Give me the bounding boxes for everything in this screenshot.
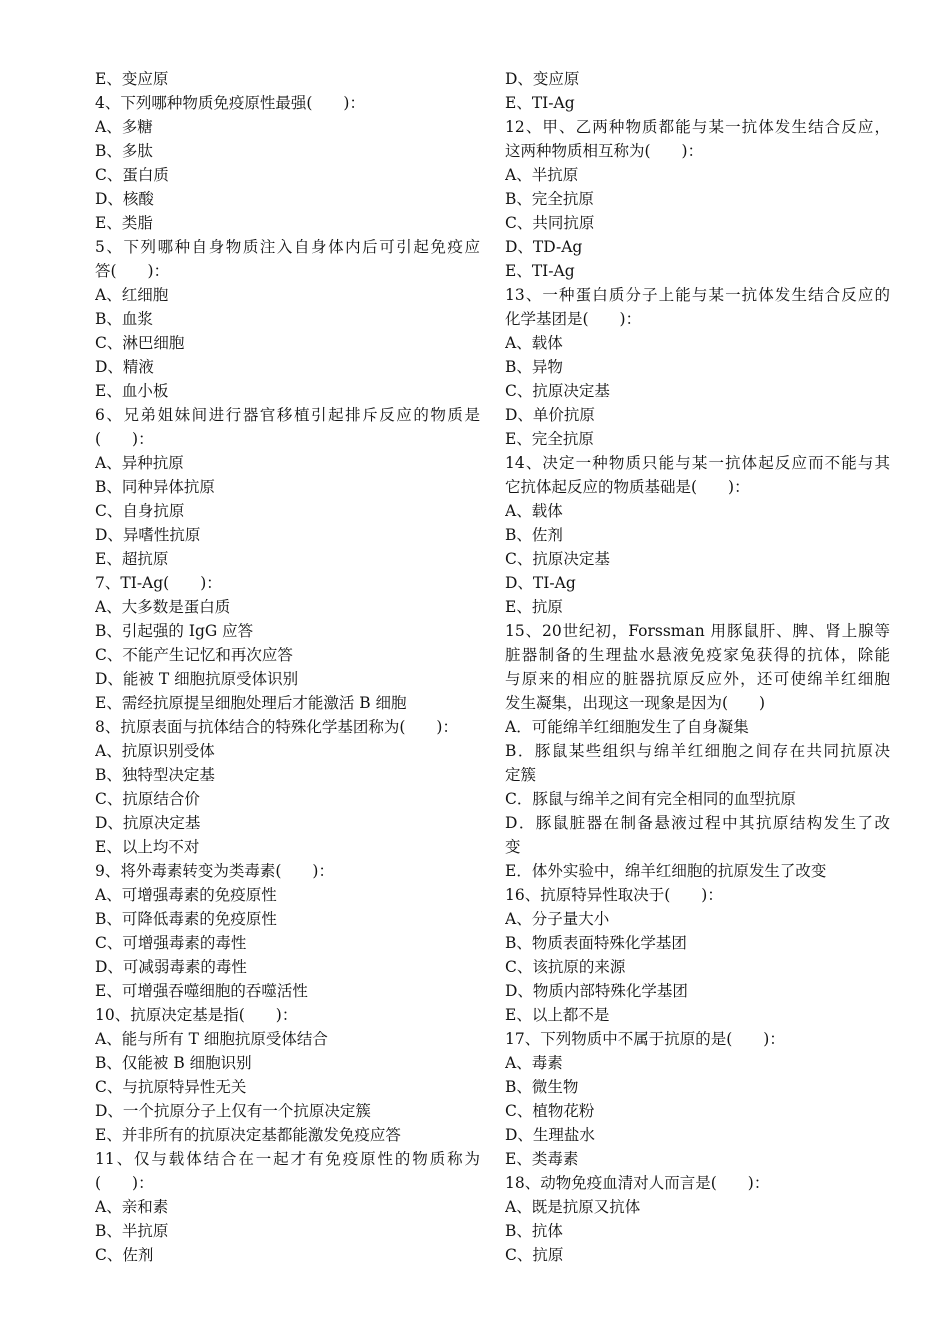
text-line: 答( )： [95,262,170,280]
text-line: 化学基团是( )： [505,310,642,328]
text-line: B、多肽 [95,142,153,160]
text-line: C、佐剂 [95,1246,154,1264]
text-line: B、物质表面特殊化学基团 [505,934,687,952]
text-line: 16、抗原特异性取决于( )： [505,886,723,904]
text-line: D、变应原 [505,70,580,88]
text-line: C、可增强毒素的毒性 [95,934,247,952]
text-line: E、并非所有的抗原决定基都能激发免疫应答 [95,1126,401,1144]
text-line: D、抗原决定基 [95,814,201,832]
text-line: 定簇 [505,766,537,784]
text-line: B、佐剂 [505,526,563,544]
text-line: 6、兄弟姐妹间进行器官移植引起排斥反应的物质是 [95,406,480,424]
text-line: 它抗体起反应的物质基础是( )： [505,478,750,496]
text-line: 12、甲、乙两种物质都能与某一抗体发生结合反应， [505,118,890,136]
text-line: 7、TI-Ag( )： [95,574,222,592]
text-line: B、可降低毒素的免疫原性 [95,910,277,928]
text-line: E、以上均不对 [95,838,200,856]
text-line: E、完全抗原 [505,430,594,448]
text-line: 15、20世纪初，Forssman 用豚鼠肝、脾、肾上腺等 [505,622,890,640]
text-line: E．体外实验中，绵羊红细胞的抗原发生了改变 [505,862,827,880]
text-line: D、TD-Ag [505,238,583,256]
text-line: A、大多数是蛋白质 [95,598,231,616]
text-line: D、单价抗原 [505,406,595,424]
text-line: 17、下列物质中不属于抗原的是( )： [505,1030,785,1048]
text-line: E、类毒素 [505,1150,579,1168]
text-line: D、生理盐水 [505,1126,595,1144]
right-column [505,67,890,1267]
text-line: D、物质内部特殊化学基团 [505,982,688,1000]
text-line: B、引起强的 IgG 应答 [95,622,254,640]
text-line: A、毒素 [505,1054,563,1072]
text-line: A、半抗原 [505,166,579,184]
text-line: 变 [505,838,521,856]
text-line: 4、下列哪种物质免疫原性最强( )： [95,94,365,112]
text-line: 与原来的相应的脏器抗原反应外，还可使绵羊红细胞 [505,670,890,688]
text-line: A．可能绵羊红细胞发生了自身凝集 [505,718,749,736]
text-line: B．豚鼠某些组织与绵羊红细胞之间存在共同抗原决 [505,742,890,760]
text-line: B、完全抗原 [505,190,594,208]
text-line: 18、动物免疫血清对人而言是( )： [505,1174,770,1192]
text-line: E、血小板 [95,382,169,400]
text-line: B、独特型决定基 [95,766,215,784]
text-line: B、微生物 [505,1078,579,1096]
text-line: C、植物花粉 [505,1102,595,1120]
text-line: A、能与所有 T 细胞抗原受体结合 [95,1030,328,1048]
text-line: A、亲和素 [95,1198,169,1216]
text-line: A、既是抗原又抗体 [505,1198,641,1216]
text-line: C、抗原结合价 [95,790,200,808]
text-line: A、可增强毒素的免疫原性 [95,886,277,904]
text-line: C．豚鼠与绵羊之间有完全相同的血型抗原 [505,790,796,808]
text-line: D、异嗜性抗原 [95,526,201,544]
text-line: C、该抗原的来源 [505,958,626,976]
text-line: ( )： [95,430,154,448]
text-line: A、分子量大小 [505,910,610,928]
text-line: C、共同抗原 [505,214,595,232]
text-line: E、类脂 [95,214,153,232]
text-line: E、以上都不是 [505,1006,610,1024]
text-line: D、TI-Ag [505,574,576,592]
text-line: B、同种异体抗原 [95,478,215,496]
text-line: D．豚鼠脏器在制备悬液过程中其抗原结构发生了改 [505,814,890,832]
text-line: C、不能产生记忆和再次应答 [95,646,293,664]
text-line: D、核酸 [95,190,154,208]
text-line: D、精液 [95,358,154,376]
text-line: A、载体 [505,502,563,520]
text-line: C、抗原决定基 [505,382,610,400]
text-line: 发生凝集，出现这一现象是因为( ) [505,694,766,712]
text-line: 13、一种蛋白质分子上能与某一抗体发生结合反应的 [505,286,890,304]
text-line: 这两种物质相互称为( )： [505,142,704,160]
text-line: A、多糖 [95,118,153,136]
text-line: B、异物 [505,358,563,376]
text-line: C、抗原决定基 [505,550,610,568]
text-line: C、抗原 [505,1246,564,1264]
text-line: E、TI-Ag [505,262,575,280]
text-line: 8、抗原表面与抗体结合的特殊化学基团称为( )： [95,718,458,736]
text-line: 脏器制备的生理盐水悬液免疫家兔获得的抗体，除能 [505,646,890,664]
text-line: C、与抗原特异性无关 [95,1078,247,1096]
text-line: A、载体 [505,334,563,352]
text-line: C、淋巴细胞 [95,334,185,352]
left-column [95,67,480,1267]
text-line: E、需经抗原提呈细胞处理后才能激活 B 细胞 [95,694,407,712]
text-line: 9、将外毒素转变为类毒素( )： [95,862,334,880]
text-line: D、可减弱毒素的毒性 [95,958,247,976]
text-line: A、异种抗原 [95,454,184,472]
text-line: ( )： [95,1174,154,1192]
text-line: D、一个抗原分子上仅有一个抗原决定簇 [95,1102,371,1120]
text-line: C、蛋白质 [95,166,169,184]
text-line: C、自身抗原 [95,502,185,520]
text-line: B、仅能被 B 细胞识别 [95,1054,252,1072]
text-line: E、超抗原 [95,550,169,568]
text-line: 10、抗原决定基是指( )： [95,1006,298,1024]
text-line: B、半抗原 [95,1222,169,1240]
text-line: 14、决定一种物质只能与某一抗体起反应而不能与其 [505,454,890,472]
text-line: E、抗原 [505,598,563,616]
text-line: D、能被 T 细胞抗原受体识别 [95,670,299,688]
text-line: A、抗原识别受体 [95,742,215,760]
text-line: E、TI-Ag [505,94,575,112]
text-line: E、变应原 [95,70,169,88]
text-line: A、红细胞 [95,286,169,304]
text-line: 11、仅与载体结合在一起才有免疫原性的物质称为 [95,1150,480,1168]
text-line: B、抗体 [505,1222,563,1240]
text-line: B、血浆 [95,310,153,328]
text-line: E、可增强吞噬细胞的吞噬活性 [95,982,308,1000]
text-line: 5、下列哪种自身物质注入自身体内后可引起免疫应 [95,238,480,256]
